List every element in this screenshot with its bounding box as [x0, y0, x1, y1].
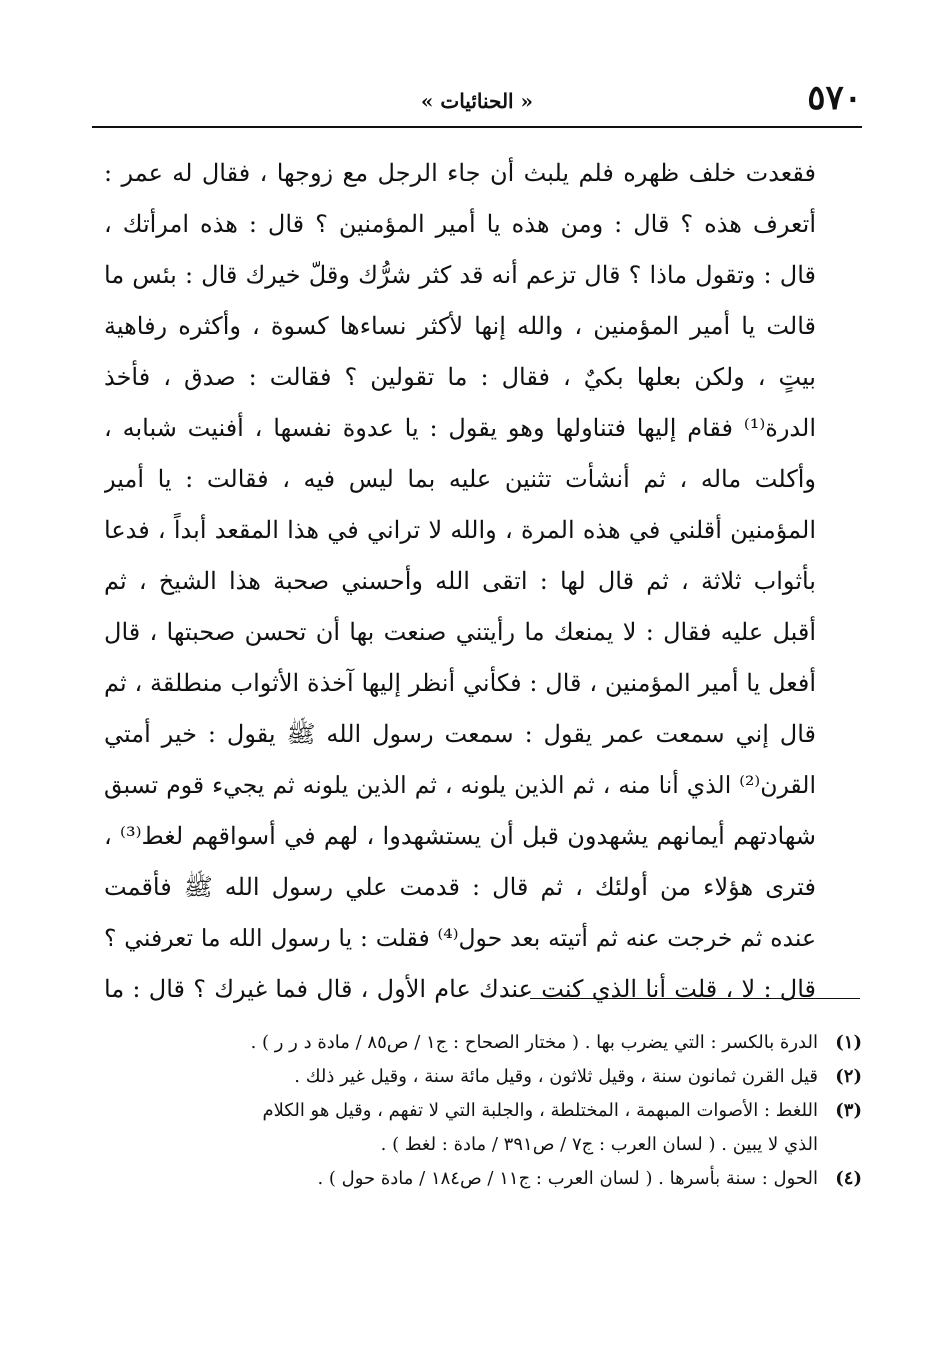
footnote — [110, 1026, 862, 1060]
text-line: بأثواب ثلاثة ، ثم قال لها : اتقى الله وأحسني صحبة هذا الشيخ ، ثم — [104, 567, 816, 595]
footnote-text — [110, 1060, 818, 1094]
text-line: أتعرف هذه ؟ قال : ومن هذه يا أمير المؤمنين ؟ قال : هذه امرأتك ، — [104, 210, 816, 238]
text-line: قال إني سمعت عمر يقول : سمعت رسول الله ﷺ يقول : خير أمتي — [104, 720, 816, 748]
text-line: قالت يا أمير المؤمنين ، والله إنها لأكثر نساءها كسوة ، وأكثره رفاهية — [104, 312, 816, 340]
footnote — [110, 1162, 862, 1196]
footnote-number: (٢) — [835, 1066, 862, 1087]
running-title: « الحنائيات » — [420, 89, 534, 113]
footnote-text — [110, 1026, 818, 1060]
footnote — [110, 1094, 862, 1162]
text-line: فقعدت خلف ظهره فلم يلبث أن جاء الرجل مع زوجها ، فقال له عمر : — [104, 159, 816, 187]
body-text — [104, 148, 816, 1015]
footnote — [110, 1060, 862, 1094]
footnote-line: الذي لا يبين . ( لسان العرب : ج٧ / ص٣٩١ / مادة : لغط ) . — [380, 1134, 818, 1155]
footnote-line: اللغط : الأصوات المبهمة ، المختلطة ، والجلبة التي لا تفهم ، وقيل هو الكلام — [262, 1100, 818, 1121]
text-line: القرن⁽²⁾ الذي أنا منه ، ثم الذين يلونه ، ثم الذين يلونه ثم يجيء قوم تسبق — [104, 771, 816, 799]
text-line: أفعل يا أمير المؤمنين ، قال : فكأني أنظر إليها آخذة الأثواب منطلقة ، ثم — [104, 669, 816, 697]
footnotes — [110, 1026, 862, 1196]
text-line: بيتٍ ، ولكن بعلها بكيٌ ، فقال : ما تقولين ؟ فقالت : صدق ، فأخذ — [104, 363, 816, 391]
footnote-text — [110, 1094, 818, 1162]
footnote-line: قيل القرن ثمانون سنة ، وقيل ثلاثون ، وقيل مائة سنة ، وقيل غير ذلك . — [294, 1066, 818, 1087]
footnote-number: (١) — [835, 1032, 862, 1053]
page-number: ٥٧٠ — [807, 78, 862, 118]
text-line: أقبل عليه فقال : لا يمنعك ما رأيتني صنعت بها أن تحسن صحبتها ، قال — [104, 618, 816, 646]
text-line: شهادتهم أيمانهم يشهدون قبل أن يستشهدوا ، لهم في أسواقهم لغط⁽³⁾ ، — [104, 822, 816, 850]
footnote-separator — [530, 998, 860, 999]
header-rule — [92, 126, 862, 128]
text-line: المؤمنين أقلني في هذه المرة ، والله لا تراني في هذا المقعد أبداً ، فدعا — [104, 516, 816, 544]
text-line: قال : وتقول ماذا ؟ قال تزعم أنه قد كثر شرُّك وقلّ خيرك قال : بئس ما — [104, 261, 816, 289]
footnote-text — [110, 1162, 818, 1196]
text-line: وأكلت ماله ، ثم أنشأت تثنين عليه بما ليس فيه ، فقالت : يا أمير — [104, 465, 816, 493]
text-line: قال : لا ، قلت أنا الذي كنت عندك عام الأول ، قال فما غيرك ؟ قال : ما — [104, 975, 816, 1003]
page-header — [92, 78, 862, 124]
text-line: فترى هؤلاء من أولئك ، ثم قال : قدمت علي رسول الله ﷺ فأقمت — [104, 873, 816, 901]
footnote-line: الدرة بالكسر : التي يضرب بها . ( مختار الصحاح : ج١ / ص٨٥ / مادة د ر ر ) . — [250, 1032, 818, 1053]
text-line: الدرة⁽¹⁾ فقام إليها فتناولها وهو يقول : يا عدوة نفسها ، أفنيت شبابه ، — [104, 414, 816, 442]
footnote-number: (٤) — [835, 1168, 862, 1189]
footnote-number: (٣) — [835, 1100, 862, 1121]
text-line: عنده ثم خرجت عنه ثم أتيته بعد حول⁽⁴⁾ فقلت : يا رسول الله ما تعرفني ؟ — [104, 924, 816, 952]
footnote-line: الحول : سنة بأسرها . ( لسان العرب : ج١١ / ص١٨٤ / مادة حول ) . — [317, 1168, 818, 1189]
